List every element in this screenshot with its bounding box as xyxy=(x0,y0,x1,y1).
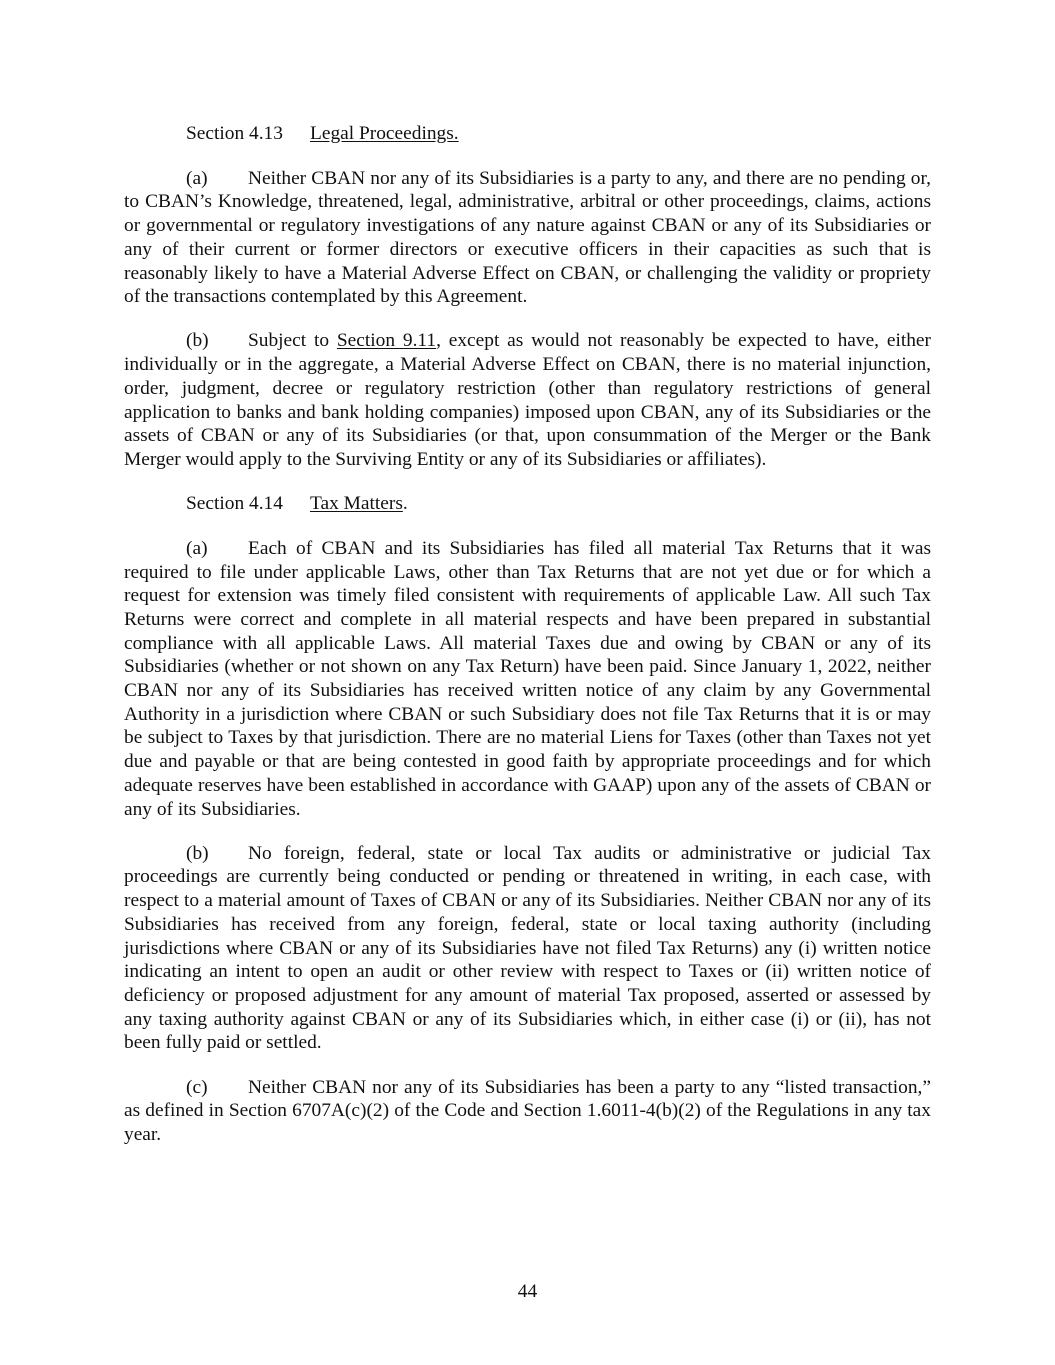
paragraph-text: Neither CBAN nor any of its Subsidiaries has been a party to any “listed transaction,” as defined in Section 6707A(c)(2) of the Code and Section 1.6011-4(b)(2) of the Regulations in any tax year. xyxy=(124,1076,931,1146)
paragraph-label: (a) xyxy=(186,167,208,189)
paragraph-label: (b) xyxy=(186,842,209,864)
document-page xyxy=(124,122,931,1167)
section-title-suffix: . xyxy=(402,493,408,515)
section-4-13-heading xyxy=(124,122,931,146)
section-title: Legal Proceedings. xyxy=(310,123,459,144)
section-4-14-paragraph-a xyxy=(124,537,931,821)
paragraph-label: (c) xyxy=(186,1076,208,1098)
section-reference-link[interactable]: Section 9.11 xyxy=(336,330,437,352)
section-title: Tax Matters xyxy=(310,493,403,515)
section-4-14-paragraph-b xyxy=(124,842,931,1055)
paragraph-text-after: , except as would not reasonably be expected to have, either individually or in the aggregate, a Material Adverse Effect on CBAN, there is no material injunction, order, judgment, decree or regulatory restriction (other than regulatory restrictions of general application to banks and bank holding companies) imposed upon CBAN, any of its Subsidiaries or the assets of CBAN or any of its Subsidiaries (or that, upon consummation of the Merger or the Bank Merger would apply to the Surviving Entity or any of its Subsidiaries or affiliates). xyxy=(124,330,931,470)
paragraph-label: (a) xyxy=(186,537,208,559)
section-4-13-paragraph-b xyxy=(124,329,931,471)
paragraph-text: Neither CBAN nor any of its Subsidiaries is a party to any, and there are no pending or, to CBAN’s Knowledge, threatened, legal, administrative, arbitral or other proceedings, claims, actions or governmental or regulatory investigations of any nature against CBAN or any of its Subsidiaries or any of their current or former directors or executive officers in their capacities as such that is reasonably likely to have a Material Adverse Effect on CBAN, or challenging the validity or propriety of the transactions contemplated by this Agreement. xyxy=(124,167,931,308)
page-number: 44 xyxy=(517,1281,538,1302)
paragraph-text: Each of CBAN and its Subsidiaries has filed all material Tax Returns that it was required to file under applicable Laws, other than Tax Returns that are not yet due or for which a request for extension was timely filed consistent with requirements of applicable Law. All such Tax Returns were correct and complete in all material respects and have been prepared in substantial compliance with all applicable Laws. All material Taxes due and owing by CBAN or any of its Subsidiaries (whether or not shown on any Tax Return) have been paid. Since January 1, 2022, neither CBAN nor any of its Subsidiaries has received written notice of any claim by any Governmental Authority in a jurisdiction where CBAN or such Subsidiary does not file Tax Returns that it is or may be subject to Taxes by that jurisdiction. There are no material Liens for Taxes (other than Taxes not yet due and payable or that are being contested in good faith by appropriate proceedings and for which adequate reserves have been established in accordance with GAAP) upon any of the assets of CBAN or any of its Subsidiaries. xyxy=(124,537,931,820)
paragraph-text: No foreign, federal, state or local Tax audits or administrative or judicial Tax proceedings are currently being conducted or pending or threatened in writing, in each case, with respect to a material amount of Taxes of CBAN or any of its Subsidiaries. Neither CBAN nor any of its Subsidiaries has received from any foreign, federal, state or local taxing authority (including jurisdictions where CBAN or any of its Subsidiaries have not filed Tax Returns) any (i) written notice indicating an intent to open an audit or other review with respect to Taxes or (ii) written notice of deficiency or proposed adjustment for any amount of material Tax proposed, asserted or assessed by any taxing authority against CBAN or any of its Subsidiaries which, in either case (i) or (ii), has not been fully paid or settled. xyxy=(124,842,931,1054)
section-number: Section 4.13 xyxy=(186,123,283,144)
section-4-13-paragraph-a xyxy=(124,167,931,309)
section-4-14-paragraph-c xyxy=(124,1076,931,1147)
section-number: Section 4.14 xyxy=(186,493,283,515)
paragraph-label: (b) xyxy=(186,330,209,352)
section-4-14-heading xyxy=(124,492,931,516)
paragraph-text-before: Subject to xyxy=(248,330,337,352)
